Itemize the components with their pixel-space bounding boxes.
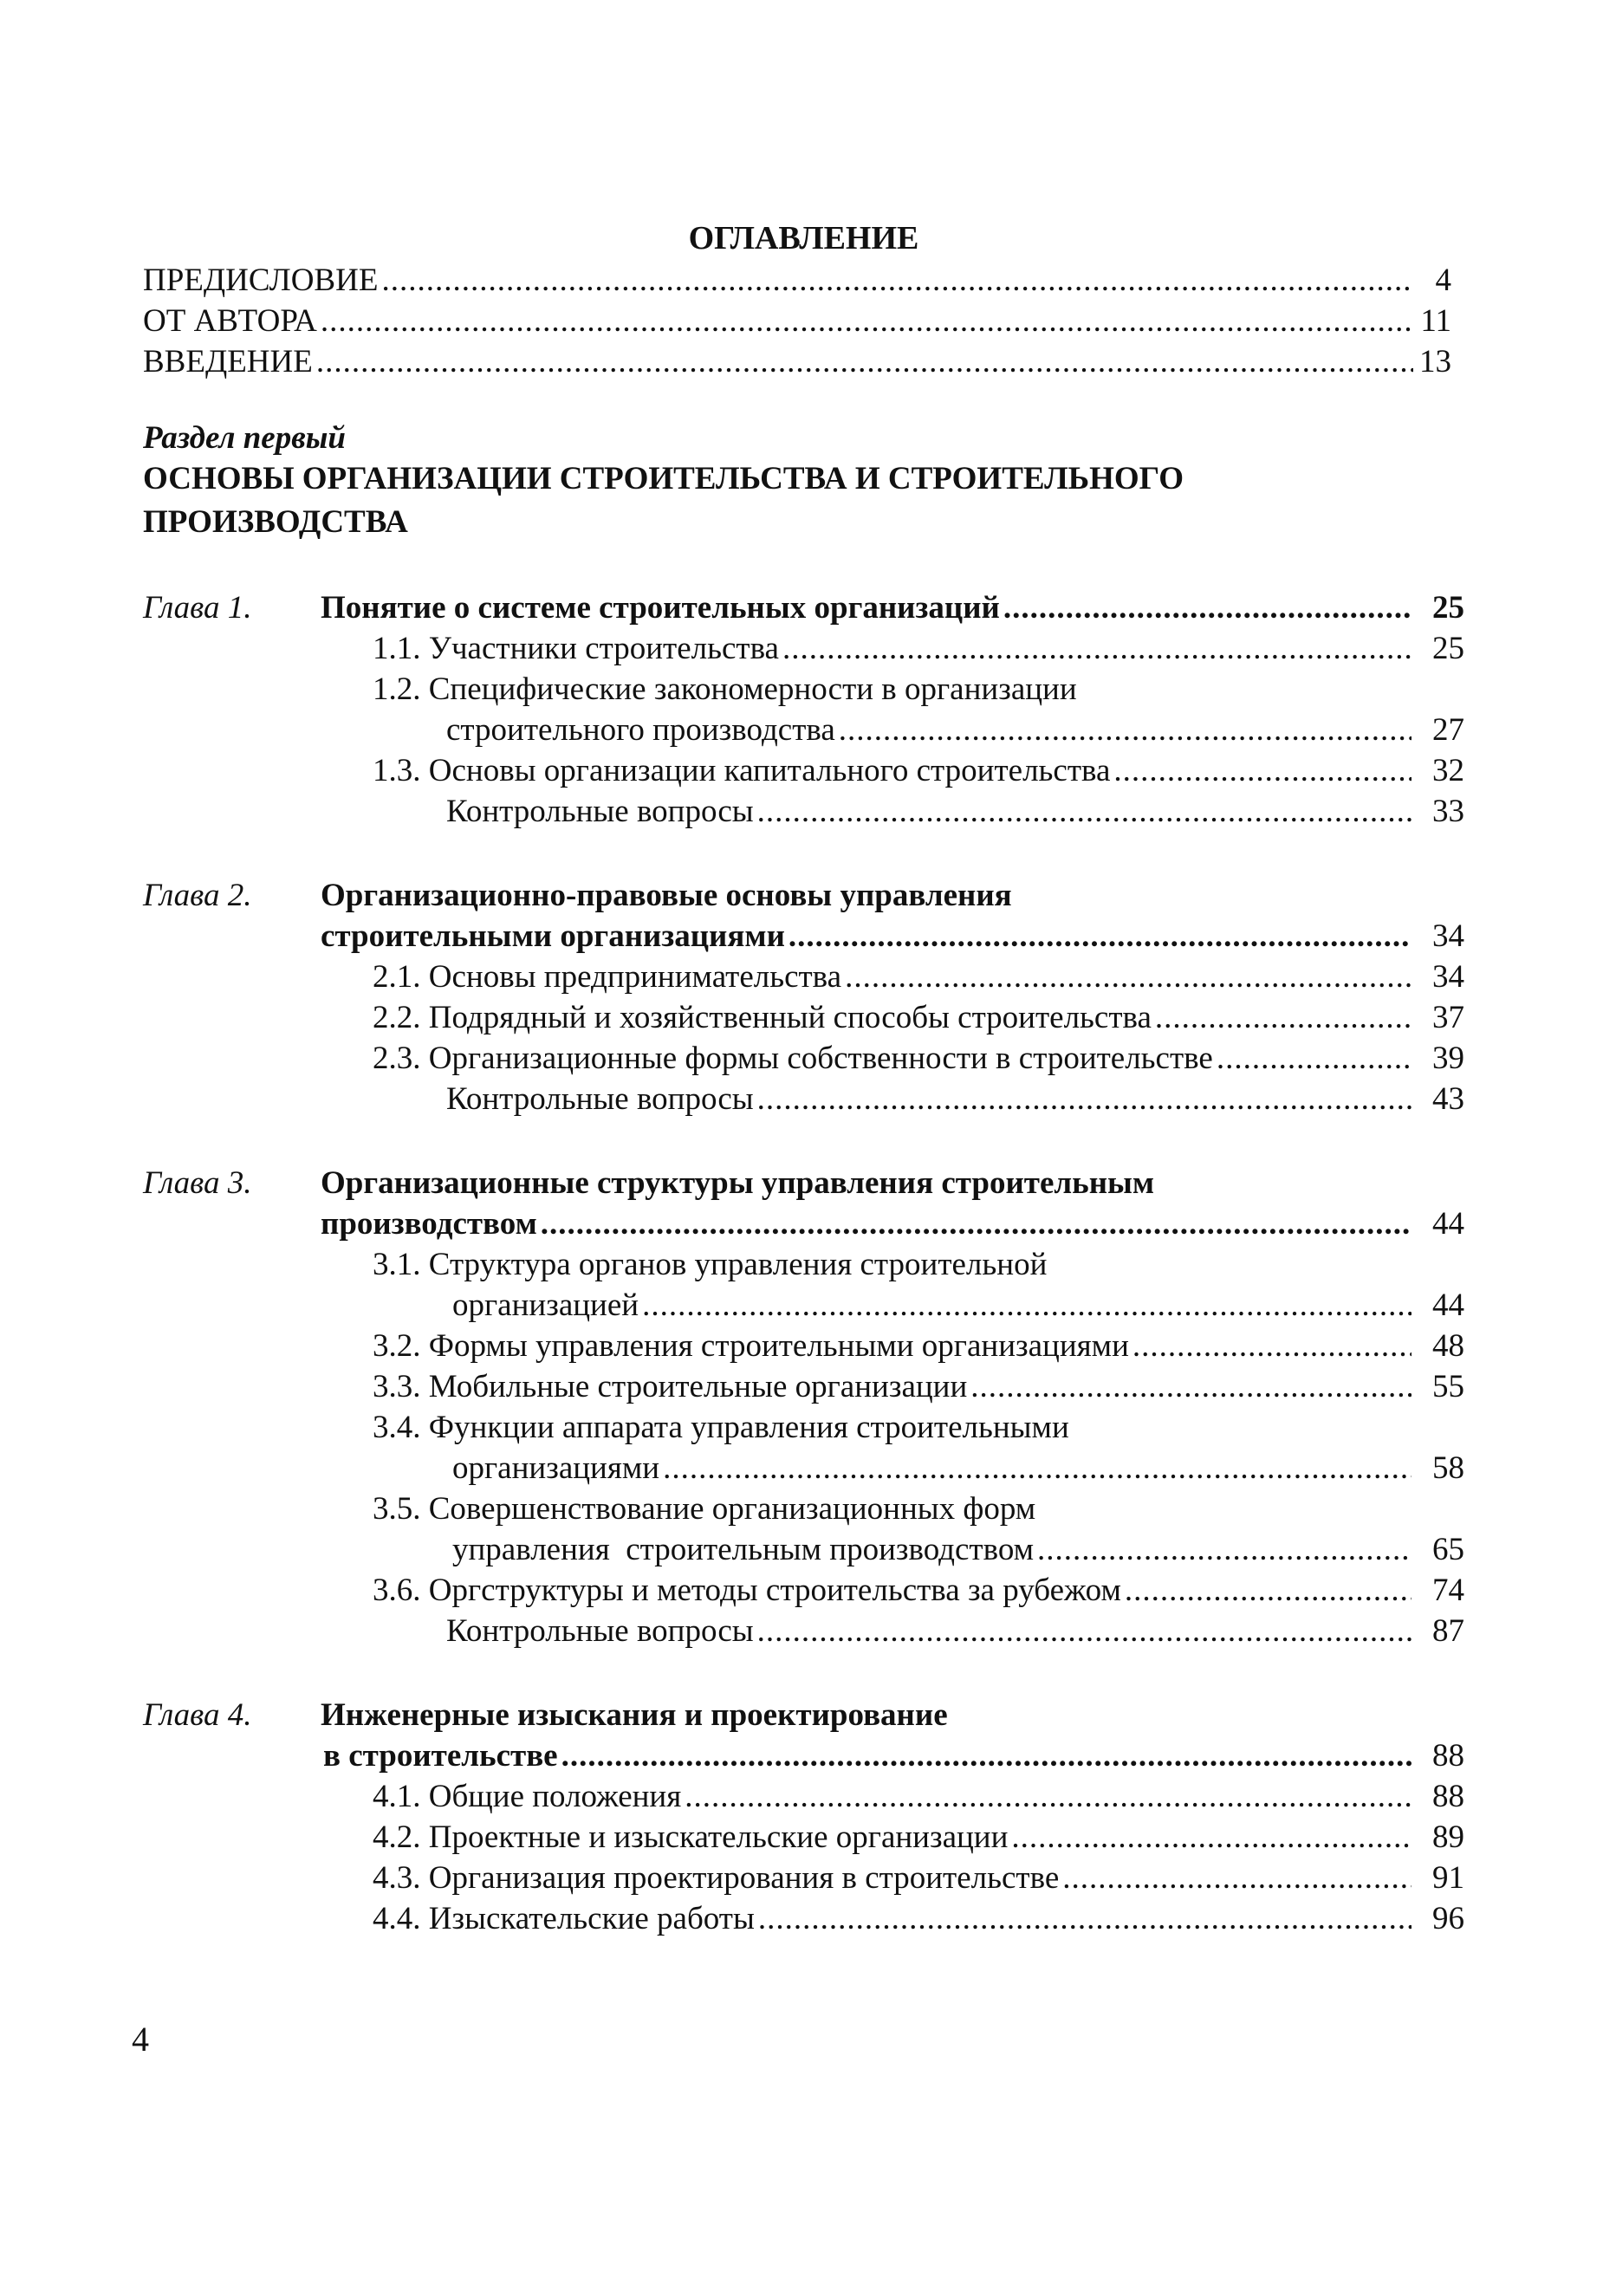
subentry-text: Оргструктуры и методы строительства за рубежом: [428, 1573, 1121, 1608]
subentry-code: 4.4.: [373, 1901, 421, 1936]
toc-subentry: [373, 1326, 1464, 1366]
subentry-page: 43: [1432, 1081, 1464, 1117]
toc-subentry: [373, 957, 1464, 997]
subentry-code: 4.1.: [373, 1779, 421, 1814]
toc-subentry: [373, 750, 1464, 791]
subentry-text: Организационные формы собственности в строительстве: [428, 1041, 1213, 1076]
subentry-code: 2.2.: [373, 1000, 421, 1035]
subentry-text: строительного производства: [446, 712, 835, 748]
dot-leader: [1113, 750, 1412, 791]
subentry-code: 3.6.: [373, 1573, 421, 1608]
subentry-text: Формы управления строительными организациями: [428, 1328, 1129, 1364]
subentry-page: 44: [1432, 1287, 1464, 1323]
subentry-page: 37: [1432, 1000, 1464, 1035]
dot-leader: [782, 628, 1412, 669]
dot-leader: [1155, 997, 1412, 1038]
chapter-title: Организационные структуры управления строительным: [321, 1165, 1155, 1201]
toc-subentry: [373, 1570, 1464, 1611]
subentry-code: 4.3.: [373, 1860, 421, 1896]
subentry-text: Основы организации капитального строительства: [428, 753, 1111, 788]
dot-leader: [1037, 1529, 1412, 1570]
chapter-title: [321, 587, 1464, 628]
subentry-page: 32: [1432, 753, 1464, 788]
toc-subentry: [373, 1038, 1464, 1079]
subentry-text: Участники строительства: [428, 631, 779, 666]
subentry-text: Подрядный и хозяйственный способы строительства: [428, 1000, 1152, 1035]
entry-label: ОТ АВТОРА: [143, 303, 317, 339]
toc-subentry-continuation: [452, 1448, 1464, 1489]
subentry-text: Структура органов управления строительной: [428, 1247, 1048, 1282]
subentry-code: 2.1.: [373, 959, 421, 995]
toc-subentry-wrapped: [373, 669, 1464, 710]
subentry-page: 34: [1432, 959, 1464, 995]
table-of-contents: [143, 217, 1464, 1939]
toc-title: ОГЛАВЛЕНИЕ: [688, 220, 919, 256]
subentry-code: 3.4.: [373, 1410, 421, 1445]
dot-leader: [839, 710, 1412, 750]
subentry-code: 3.5.: [373, 1491, 421, 1527]
chapter-title-text: в строительстве: [323, 1738, 558, 1774]
subentry-page: 89: [1432, 1819, 1464, 1855]
chapter-page: 88: [1432, 1738, 1464, 1774]
toc-review-questions: [446, 1079, 1464, 1119]
toc-subentry: [373, 1776, 1464, 1817]
toc-subentry: [373, 997, 1464, 1038]
dot-leader: [642, 1285, 1412, 1326]
chapter: [143, 587, 1464, 832]
toc-subentry: [373, 1817, 1464, 1858]
subentry-code: 2.3.: [373, 1041, 421, 1076]
subentry-code: 3.1.: [373, 1247, 421, 1282]
dot-leader: [1003, 587, 1412, 628]
dot-leader: [1125, 1570, 1412, 1611]
toc-subentry: [373, 1898, 1464, 1939]
chapter-title-text: производством: [321, 1206, 537, 1242]
subentry-code: 1.3.: [373, 753, 421, 788]
chapter: [143, 1163, 1464, 1651]
subentry-text: организацией: [452, 1287, 639, 1323]
subentry-page: 88: [1432, 1779, 1464, 1814]
chapter-label: Глава 4.: [143, 1697, 252, 1733]
subentry-code: 4.2.: [373, 1819, 421, 1855]
chapter-title-continuation: [321, 1735, 1464, 1776]
chapter-title-text: строительными организациями: [321, 918, 785, 954]
dot-leader: [757, 1079, 1412, 1119]
subentry-page: 27: [1432, 712, 1464, 748]
entry-label: ПРЕДИСЛОВИЕ: [143, 263, 379, 298]
dot-leader: [541, 1203, 1412, 1244]
dot-leader: [845, 957, 1412, 997]
dot-leader: [757, 791, 1412, 832]
subentry-page: 96: [1432, 1901, 1464, 1936]
toc-subentry-continuation: [452, 1285, 1464, 1326]
chapter: [143, 1695, 1464, 1939]
dot-leader: [970, 1366, 1412, 1407]
subentry-text: управления строительным производством: [452, 1532, 1035, 1567]
toc-subentry-continuation: [446, 710, 1464, 750]
dot-leader: [757, 1611, 1412, 1651]
page-number: 4: [132, 2020, 149, 2059]
toc-entry: [143, 260, 1451, 301]
toc-subentry-wrapped: [373, 1407, 1464, 1448]
subentry-page: 87: [1432, 1613, 1464, 1649]
dot-leader: [758, 1898, 1412, 1939]
toc-review-questions: [446, 1611, 1464, 1651]
entry-page: 11: [1420, 303, 1451, 339]
subentry-text: Контрольные вопросы: [446, 794, 754, 829]
subentry-text: организациями: [452, 1450, 660, 1486]
section-label: Раздел первый: [143, 420, 347, 456]
toc-review-questions: [446, 791, 1464, 832]
toc-subentry-wrapped: [373, 1244, 1464, 1285]
toc-entry: [143, 301, 1451, 341]
subentry-text: Организация проектирования в строительстве: [428, 1860, 1060, 1896]
subentry-page: 74: [1432, 1573, 1464, 1608]
toc-subentry: [373, 1858, 1464, 1898]
chapter-page: 25: [1432, 590, 1464, 626]
subentry-page: 39: [1432, 1041, 1464, 1076]
dot-leader: [381, 260, 1413, 301]
dot-leader: [789, 916, 1412, 957]
section-title: ОСНОВЫ ОРГАНИЗАЦИИ СТРОИТЕЛЬСТВА И СТРОИТЕЛЬНОГО ПРОИЗВОДСТВА: [143, 461, 1184, 540]
subentry-text: Контрольные вопросы: [446, 1613, 754, 1649]
subentry-text: Специфические закономерности в организации: [428, 671, 1077, 707]
chapter-title: Организационно-правовые основы управления: [321, 878, 1012, 913]
subentry-code: 1.2.: [373, 671, 421, 707]
dot-leader: [1011, 1817, 1412, 1858]
subentry-code: 3.3.: [373, 1369, 421, 1404]
subentry-text: Основы предпринимательства: [428, 959, 842, 995]
chapter-title-continuation: [321, 916, 1464, 957]
dot-leader: [316, 341, 1413, 382]
chapter-title-text: Понятие о системе строительных организаций: [321, 590, 1000, 626]
subentry-page: 65: [1432, 1532, 1464, 1567]
chapter-label: Глава 2.: [143, 878, 252, 913]
subentry-text: Совершенствование организационных форм: [428, 1491, 1036, 1527]
subentry-code: 1.1.: [373, 631, 421, 666]
subentry-code: 3.2.: [373, 1328, 421, 1364]
dot-leader: [561, 1735, 1412, 1776]
dot-leader: [1217, 1038, 1412, 1079]
chapter-label: Глава 1.: [143, 590, 252, 626]
entry-page: 13: [1419, 344, 1451, 379]
toc-entry: [143, 341, 1451, 382]
subentry-page: 91: [1432, 1860, 1464, 1896]
subentry-page: 48: [1432, 1328, 1464, 1364]
dot-leader: [321, 301, 1413, 341]
toc-subentry: [373, 1366, 1464, 1407]
dot-leader: [685, 1776, 1412, 1817]
chapter-page: 44: [1432, 1206, 1464, 1242]
dot-leader: [663, 1448, 1412, 1489]
subentry-page: 33: [1432, 794, 1464, 829]
entry-label: ВВЕДЕНИЕ: [143, 344, 313, 379]
chapter-title: Инженерные изыскания и проектирование: [321, 1697, 948, 1733]
dot-leader: [1132, 1326, 1412, 1366]
dot-leader: [1062, 1858, 1412, 1898]
entry-page: 4: [1435, 263, 1451, 298]
front-matter: [143, 260, 1464, 382]
toc-subentry-continuation: [452, 1529, 1464, 1570]
subentry-page: 55: [1432, 1369, 1464, 1404]
chapter-page: 34: [1432, 918, 1464, 954]
toc-subentry: [373, 628, 1464, 669]
toc-subentry-wrapped: [373, 1489, 1464, 1529]
chapter-title-continuation: [321, 1203, 1464, 1244]
subentry-page: 58: [1432, 1450, 1464, 1486]
chapter-label: Глава 3.: [143, 1165, 252, 1201]
subentry-text: Функции аппарата управления строительными: [428, 1410, 1069, 1445]
subentry-text: Проектные и изыскательские организации: [428, 1819, 1009, 1855]
subentry-text: Общие положения: [428, 1779, 682, 1814]
subentry-page: 25: [1432, 631, 1464, 666]
subentry-text: Контрольные вопросы: [446, 1081, 754, 1117]
subentry-text: Мобильные строительные организации: [428, 1369, 968, 1404]
chapter: [143, 875, 1464, 1119]
subentry-text: Изыскательские работы: [428, 1901, 755, 1936]
